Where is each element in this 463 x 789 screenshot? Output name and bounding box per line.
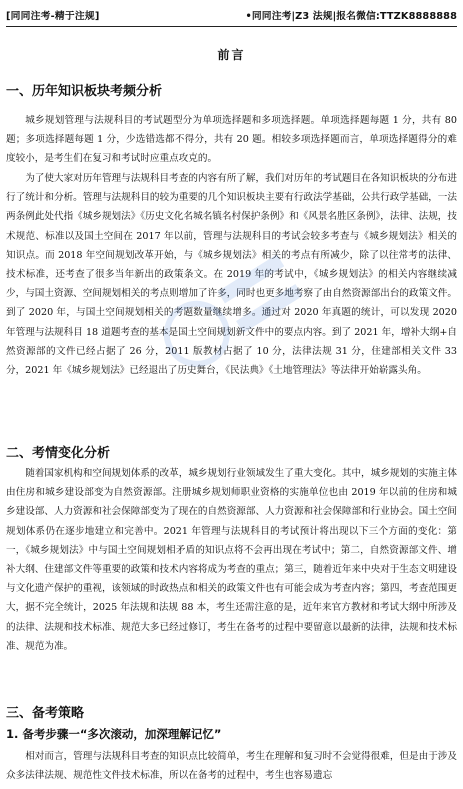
section-1-paragraph-1: 城乡规划管理与法规科目的考试题型分为单项选择题和多项选择题。单项选择题每题 1 分，共有 80 题；多项选择题每题 1 分，少选错选都不得分，共有 20 题。相较多项选择题而言，单项选择题得分的难度较小，是考生们在复习和考试时应重点攻克的。 (6, 115, 457, 165)
page-title: 前言 (217, 48, 246, 62)
section-1-paragraph-2: 为了使大家对历年管理与法规科目考查的内容有所了解，我们对历年的考试题目在各知识板块的分布进行了统计和分析。管理与法规科目的较为重要的几个知识板块主要有行政法学基础，公共行政学基础，一法两条例此处代指《城乡规划法》《历史文化名城名镇名村保护条例》和《风景名胜区条例》，法律、法规，技术规范、标准以及国土空间在 2017 年以前，管理与法规科目的考试会较多考查与《城乡规划法》相关的知识点。而 2018 年空间规划改革开始，与《城乡规划法》相关的考点有所减少，除了以往常考的法律、技术标准，还考查了很多当年新出的政策条文。在 2019 年的考试中，《城乡规划法》的相关内容继续减少，与国土资源、空间规划相关的考点则增加了许多，同时也更多地考察了由自然资源部出台的政策文件。到了 2020 年，与国土空间规划相关的考题数量继续增多。通过对 2020 年真题的统计，可以发现 2020 年管理与法规科目 18 道题考查的基本是国土空间规划新文件中的要点内容。到了 2021 年，增补大纲+自然资源部的文件已经占据了 26 分，2011 版教材占据了 10 分，法律法规 31 分，住建部相关文件 33 分，2021 年《城乡规划法》已经退出了历史舞台，《民法典》《土地管理法》等法律开始崭露头角。 (6, 173, 457, 377)
header-left-text: [同同注考-精于注规] (6, 11, 100, 22)
section-3-subheading: 1. 备考步骤一“多次滚动，加深理解记忆” (6, 727, 222, 741)
header-right-text: •同同注考|Z3 法规|报名微信:TTZK8888888 (245, 11, 457, 22)
section-3-paragraph-1: 相对而言，管理与法规科目考查的知识点比较简单，考生在理解和复习时不会觉得很难，但是由于涉及众多法律法规、规范性文件技术标准，所以在备考的过程中，考生也容易遗忘 (6, 751, 457, 782)
section-heading-3: 三、备考策略 (6, 706, 85, 721)
page-header (6, 4, 457, 27)
section-heading-1: 一、历年知识板块考频分析 (6, 84, 163, 99)
section-2-paragraph-1: 随着国家机构和空间规划体系的改革，城乡规划行业领域发生了重大变化。其中，城乡规划的实施主体由住房和城乡建设部变为自然资源部。注册城乡规划师职业资格的实施单位也由 2019 年以前的住房和城乡建设部、人力资源和社会保障部变为了现在的自然资源部、人力资源和社会保障部和行业协会。国土空间规划体系仍在逐步地建立和完善中。2021 年管理与法规科目的考试预计将出现以下三个方面的变化：第一，《城乡规划法》中与国土空间规划相矛盾的知识点将不会再出现在考试中；第二，自然资源部文件、增补大纲、住建部文件等重要的政策和技术内容将成为考查的重点；第三，随着近年来中央对于生态文明建设与文化遗产保护的重视，该领域的时政热点和相关的政策文件也有可能会成为考查内容；第四，考查范围更大，据不完全统计，2025 年法规和法规 88 本，考生还需注意的是，近年来官方教材和考试大纲中所涉及的法律、法规和技术标准、规范大多已经过修订，考生在备考的过程中要留意以最新的法律，法规和技术标准、规范为准。 (6, 468, 457, 652)
section-heading-2: 二、考情变化分析 (6, 446, 111, 461)
